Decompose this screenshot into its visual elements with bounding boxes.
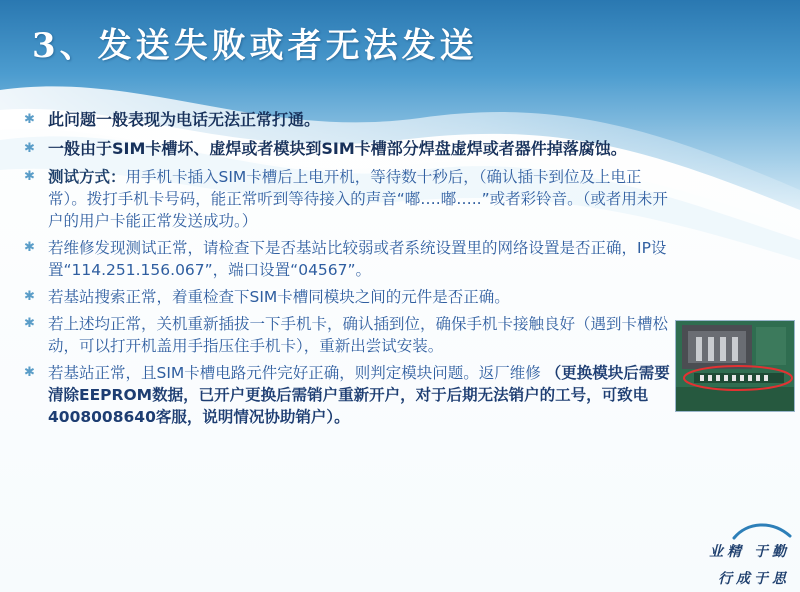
corner-motto-line: 业精 于勤 bbox=[709, 544, 790, 560]
bullet-label: 测试方式： bbox=[48, 168, 126, 186]
bullet-dot-icon: ✱ bbox=[24, 240, 35, 255]
bullet-item bbox=[20, 313, 680, 357]
bullet-text: 此问题一般表现为电话无法正常打通。 bbox=[48, 110, 321, 129]
bullet-item bbox=[20, 362, 680, 428]
bullet-dot-icon: ✱ bbox=[24, 141, 35, 156]
bullet-item bbox=[20, 137, 680, 161]
swoosh-decoration-icon bbox=[732, 520, 792, 542]
bullet-dot-icon: ✱ bbox=[24, 169, 35, 184]
bullet-item bbox=[20, 237, 680, 281]
sim-slot-photo bbox=[675, 320, 795, 412]
bullet-text: 若维修发现测试正常，请检查下是否基站比较弱或者系统设置里的网络设置是否正确，IP设置“114.251.156.067”，端口设置“04567”。 bbox=[48, 239, 667, 279]
bullet-item bbox=[20, 286, 680, 308]
bullet-item bbox=[20, 108, 680, 132]
bullet-list bbox=[20, 108, 680, 433]
bullet-dot-icon: ✱ bbox=[24, 365, 35, 380]
slide-title: 3、发送失败或者无法发送 bbox=[32, 26, 478, 66]
bullet-dot-icon: ✱ bbox=[24, 112, 35, 127]
bullet-dot-icon: ✱ bbox=[24, 316, 35, 331]
bullet-item bbox=[20, 166, 680, 232]
bullet-text: 若上述均正常，关机重新插拔一下手机卡，确认插到位，确保手机卡接触良好（遇到卡槽松动，可以打开机盖用手指压住手机卡），重新出尝试安装。 bbox=[48, 315, 669, 355]
bullet-dot-icon: ✱ bbox=[24, 289, 35, 304]
bullet-text: 一般由于SIM卡槽坏、虚焊或者模块到SIM卡槽部分焊盘虚焊或者器件掉落腐蚀。 bbox=[48, 139, 627, 158]
corner-motto-line: 行成于思 bbox=[718, 571, 790, 587]
bullet-text: 用手机卡插入SIM卡槽后上电开机，等待数十秒后，（确认插卡到位及上电正常）。拨打手机卡号码，能正常听到等待接入的声音“嘟….嘟…..”或者彩铃音。（或者用未开户的用户卡能正常发送成功。） bbox=[48, 168, 668, 230]
bullet-text: 若基站正常，且SIM卡槽电路元件完好正确，则判定模块问题。返厂维修 bbox=[48, 364, 541, 382]
bullet-note: （更换模块后需要清除EEPROM数据，已开户更换后需销户重新开户，对于后期无法销户的工号，可致电4008008640客服，说明情况协助销户）。 bbox=[48, 364, 670, 426]
bullet-text: 若基站搜索正常，着重检查下SIM卡槽同模块之间的元件是否正确。 bbox=[48, 288, 510, 306]
